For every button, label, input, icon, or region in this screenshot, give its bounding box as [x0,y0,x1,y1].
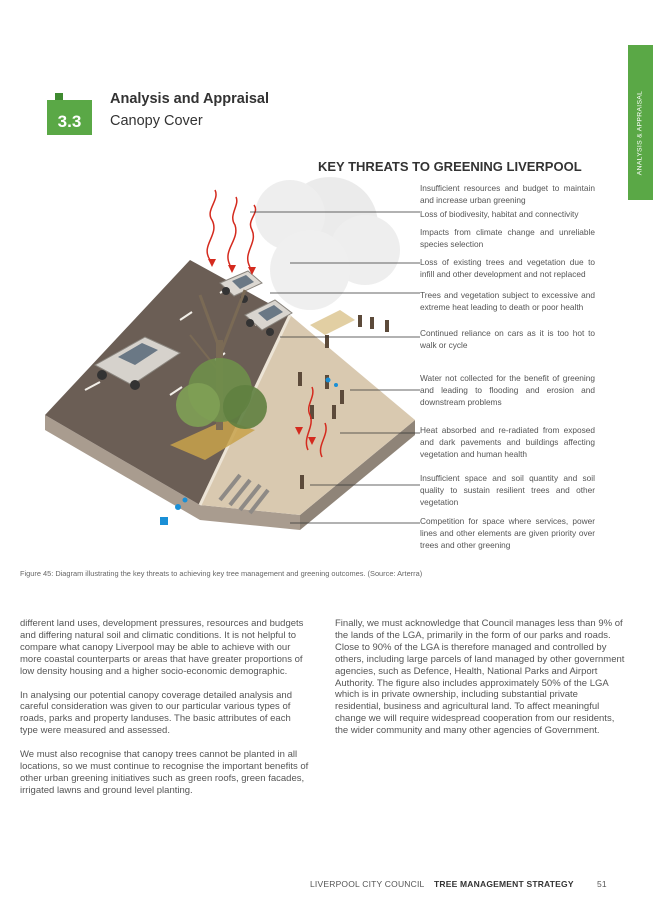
section-subtitle: Canopy Cover [110,113,203,129]
threat-item: Insufficient space and soil quantity and soil quality to sustain resilient trees and other vegetation [420,473,595,507]
footer-org: LIVERPOOL CITY COUNCIL [310,879,425,889]
figure-title: KEY THREATS TO GREENING LIVERPOOL [318,159,582,174]
streetscape-diagram [40,175,420,565]
background-tree-canopy [255,177,400,310]
threat-item: Heat absorbed and re-radiated from exposed and dark pavements and buildings affecting vegetation and human health [420,425,595,459]
figure-caption: Figure 45: Diagram illustrating the key threats to achieving key tree management and greening outcomes. (Source: Arterra) [20,569,423,578]
paragraph: We must also recognise that canopy trees cannot be planted in all locations, so we must continue to recognise the important benefits of other urban greening initiatives such as green roofs, green facades, irrigated lawns and ground level planting. [20,749,309,796]
paragraph: Finally, we must acknowledge that Council manages less than 9% of the lands of the LGA, primarily in the form of our parks and roads. Close to 90% of the LGA is therefore managed and controlled by others, including large parcels of land managed by other government agencies, such as Defence, Health, National Parks and Airport Authority. The figure also includes approximately 50% of the LGA which is in private ownership, including substantial private residential, business and agricultural land. To affect meaningful change we will require widespread cooperation from our residents, the wider community and many other agencies of Government. [335,618,625,737]
threat-item: Insufficient resources and budget to maintain and increase urban greening [420,183,595,205]
threat-item: Continued reliance on cars as it is too hot to walk or cycle [420,328,595,350]
paragraph: different land uses, development pressures, resources and budgets and differing natural soil and climatic conditions. It is not helpful to compare what canopy Liverpool may be able to achieve with our more coastal counterparts or areas that have greater proportions of low density housing and a higher socio-economic demographic. [20,618,304,677]
threat-item: Water not collected for the benefit of greening and leading to flooding and erosion and downstream problems [420,373,595,407]
footer-doc-title: TREE MANAGEMENT STRATEGY [434,879,574,889]
threat-item: Competition for space where services, power lines and other elements are given priority over trees and other greening [420,516,595,550]
body-left-column [20,618,310,809]
threat-item: Loss of biodivesity, habitat and connectivity [420,209,579,219]
page-number: 51 [597,879,607,889]
side-tab-label: ANALYSIS & APPRAISAL [636,90,644,176]
section-number: 3.3 [57,112,82,131]
threat-item: Loss of existing trees and vegetation due to infill and other development and not replaced [420,257,595,279]
threat-item: Trees and vegetation subject to excessive and extreme heat leading to death or poor health [420,290,595,312]
section-title: Analysis and Appraisal [110,91,270,107]
paragraph: In analysing our potential canopy coverage detailed analysis and careful consideration was given to our particular various types of roads, parks and property landuses. The basic attributes of each type were measured and assessed. [20,689,292,737]
body-right-column [335,618,625,749]
threat-item: Impacts from climate change and unreliable species selection [420,227,595,249]
